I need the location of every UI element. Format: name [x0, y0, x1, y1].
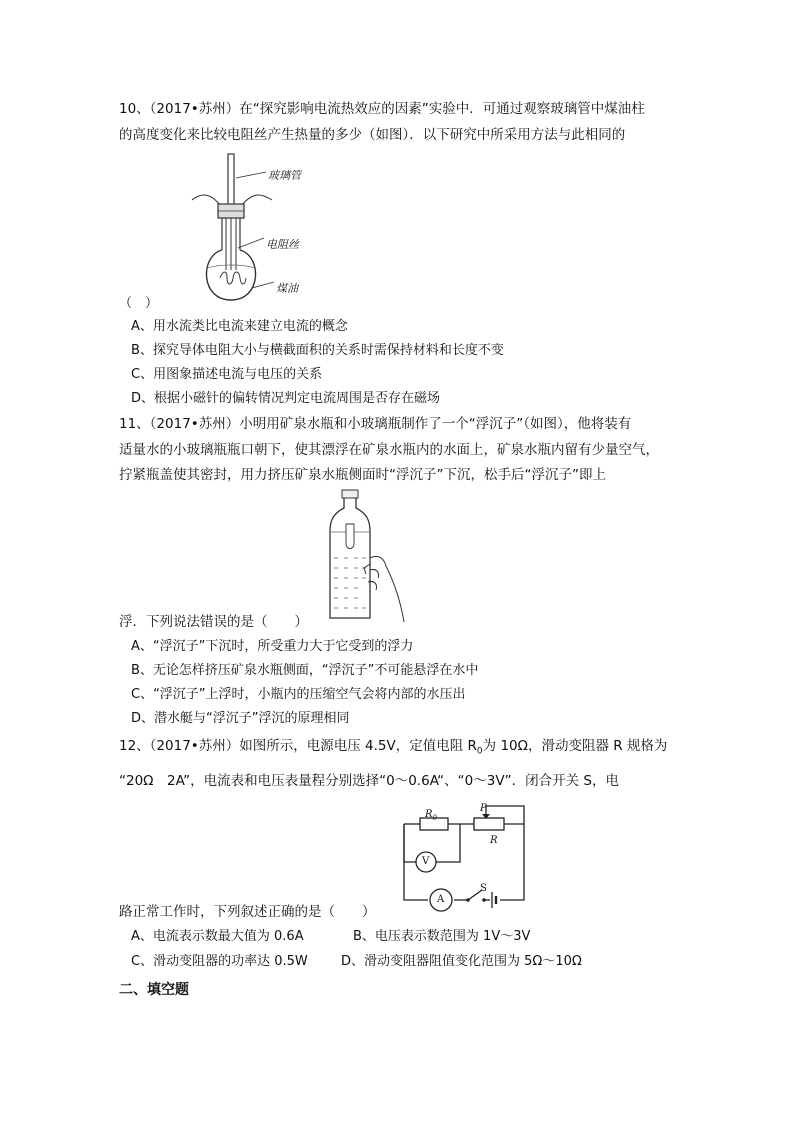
q11-option-c: C、“浮沉子”上浮时，小瓶内的压缩空气会将内部的水压出 — [131, 687, 466, 702]
q12-option-d: D、滑动变阻器阻值变化范围为 5Ω～10Ω — [341, 954, 582, 969]
q12-option-c: C、滑动变阻器的功率达 0.5W — [131, 954, 308, 969]
q12-line-1-pre: 12、（2017•苏州）如图所示，电源电压 4.5V，定值电阻 R — [119, 738, 477, 754]
q11-bottle-figure — [320, 488, 415, 623]
r0-subscript: 0 — [476, 746, 483, 757]
q12-line-2: “20Ω 2A”，电流表和电压表量程分别选择“0～0.6A“、“0～3V”．闭合开关 S，电 — [119, 773, 619, 789]
r0-label — [425, 806, 437, 827]
q11-line-4: 浮．下列说法错误的是（ ） — [119, 614, 308, 630]
q12-option-b: B、电压表示数范围为 1V～3V — [353, 929, 531, 944]
q12-line-1 — [119, 737, 667, 761]
q11-line-2: 适量水的小玻璃瓶瓶口朝下，使其漂浮在矿泉水瓶内的水面上，矿泉水瓶内留有少量空气， — [119, 442, 659, 458]
r0-label-main: R — [425, 809, 433, 820]
kerosene-label: 煤油 — [276, 282, 298, 295]
q10-option-d: D、根据小磁针的偏转情况判定电流周围是否存在磁场 — [131, 391, 441, 406]
rheostat-r-label: R — [490, 835, 498, 846]
q11-option-d: D、潜水艇与“浮沉子”浮沉的原理相同 — [131, 711, 350, 726]
section-title: 二、填空题 — [119, 982, 189, 998]
switch-s-label: S — [480, 883, 487, 894]
q12-line-3: 路正常工作时，下列叙述正确的是（ ） — [119, 904, 376, 920]
voltmeter-label: V — [422, 856, 430, 867]
resistance-wire-label: 电阻丝 — [266, 238, 299, 251]
q10-option-b: B、探究导体电阻大小与横截面积的关系时需保持材料和长度不变 — [131, 343, 504, 358]
glass-tube-label: 玻璃管 — [268, 169, 301, 182]
q11-line-1: 11、（2017•苏州）小明用矿泉水瓶和小玻璃瓶制作了一个“浮沉子”（如图），他将装有 — [119, 416, 632, 432]
r0-label-sub: 0 — [432, 814, 437, 822]
q11-option-b: B、无论怎样挤压矿泉水瓶侧面，“浮沉子”不可能悬浮在水中 — [131, 663, 479, 678]
q11-option-a: A、“浮沉子”下沉时，所受重力大于它受到的浮力 — [131, 639, 414, 654]
q12-line-1-post: 为 10Ω，滑动变阻器 R 规格为 — [482, 738, 668, 754]
q12-circuit-figure — [396, 800, 536, 915]
q10-option-a: A、用水流类比电流来建立电流的概念 — [131, 319, 348, 334]
q11-line-3: 拧紧瓶盖使其密封，用力挤压矿泉水瓶侧面时“浮沉子”下沉，松手后“浮沉子”即上 — [119, 467, 606, 483]
q10-blank: （ ） — [119, 296, 159, 311]
q10-line-1: 10、（2017•苏州）在“探究影响电流热效应的因素”实验中．可通过观察玻璃管中煤油柱 — [119, 101, 645, 117]
slider-p-label: P — [480, 803, 487, 814]
q12-option-a: A、电流表示数最大值为 0.6A — [131, 929, 304, 944]
q10-line-2: 的高度变化来比较电阻丝产生热量的多少（如图）．以下研究中所采用方法与此相同的 — [119, 127, 626, 143]
q10-option-c: C、用图象描述电流与电压的关系 — [131, 367, 323, 382]
ammeter-label: A — [437, 894, 445, 905]
